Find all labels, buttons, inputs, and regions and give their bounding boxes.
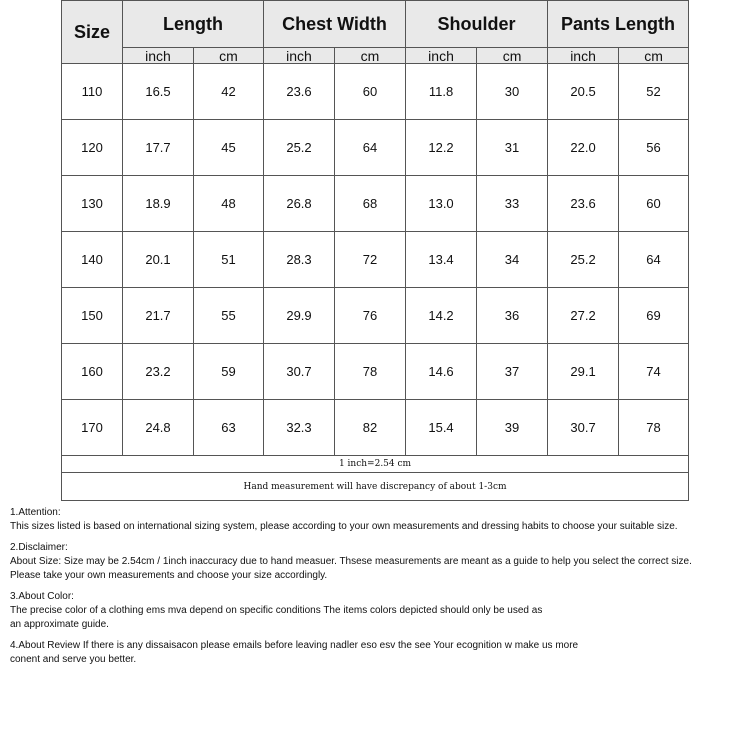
measurement-note: Hand measurement will have discrepancy of about 1-3cm — [62, 473, 689, 501]
table-row — [62, 176, 689, 232]
unit-label: cm — [335, 48, 406, 64]
table-cell: 25.2 — [548, 232, 619, 288]
conversion-note: 1 inch=2.54 cm — [62, 456, 689, 473]
table-cell: 82 — [335, 400, 406, 456]
shoulder-header: Shoulder — [406, 1, 548, 48]
size-cell: 110 — [62, 64, 123, 120]
unit-label: inch — [548, 48, 619, 64]
note-title: 2.Disclaimer: — [10, 542, 68, 553]
table-cell: 42 — [194, 64, 264, 120]
note-line: conent and serve you better. — [10, 654, 137, 665]
table-cell: 28.3 — [264, 232, 335, 288]
table-cell: 11.8 — [406, 64, 477, 120]
table-cell: 76 — [335, 288, 406, 344]
size-cell: 130 — [62, 176, 123, 232]
table-cell: 14.6 — [406, 344, 477, 400]
table-row — [62, 400, 689, 456]
table-cell: 51 — [194, 232, 264, 288]
table-cell: 20.1 — [123, 232, 194, 288]
size-cell: 150 — [62, 288, 123, 344]
unit-label: cm — [194, 48, 264, 64]
table-row — [62, 64, 689, 120]
table-cell: 74 — [619, 344, 689, 400]
header-row — [62, 1, 689, 48]
note-line: This sizes listed is based on international sizing system, please according to your own measurements and dressing habits to choose your suitable size. — [10, 521, 678, 532]
length-header: Length — [123, 1, 264, 48]
unit-label: inch — [264, 48, 335, 64]
table-cell: 30.7 — [548, 400, 619, 456]
table-cell: 60 — [335, 64, 406, 120]
table-cell: 64 — [619, 232, 689, 288]
pants-length-header: Pants Length — [548, 1, 689, 48]
measurement-note-row — [62, 473, 689, 501]
table-cell: 20.5 — [548, 64, 619, 120]
note-block — [10, 506, 750, 534]
chest-width-header: Chest Width — [264, 1, 406, 48]
table-cell: 23.2 — [123, 344, 194, 400]
table-cell: 13.4 — [406, 232, 477, 288]
table-cell: 68 — [335, 176, 406, 232]
table-cell: 27.2 — [548, 288, 619, 344]
table-cell: 52 — [619, 64, 689, 120]
table-cell: 26.8 — [264, 176, 335, 232]
table-cell: 34 — [477, 232, 548, 288]
table-cell: 21.7 — [123, 288, 194, 344]
table-body — [62, 64, 689, 456]
table-cell: 13.0 — [406, 176, 477, 232]
unit-label: inch — [123, 48, 194, 64]
table-cell: 33 — [477, 176, 548, 232]
size-header: Size — [62, 1, 123, 64]
conversion-note-row — [62, 456, 689, 473]
table-cell: 17.7 — [123, 120, 194, 176]
table-cell: 23.6 — [548, 176, 619, 232]
table-cell: 12.2 — [406, 120, 477, 176]
table-cell: 36 — [477, 288, 548, 344]
note-line: an approximate guide. — [10, 619, 109, 630]
table-cell: 23.6 — [264, 64, 335, 120]
table-cell: 29.1 — [548, 344, 619, 400]
table-cell: 69 — [619, 288, 689, 344]
size-cell: 170 — [62, 400, 123, 456]
table-cell: 25.2 — [264, 120, 335, 176]
table-cell: 30.7 — [264, 344, 335, 400]
note-title: 4.About Review If there is any dissaisacon please emails before leaving nadler eso esv the see Your ecognition w make us more — [10, 640, 579, 651]
table-cell: 18.9 — [123, 176, 194, 232]
table-cell: 45 — [194, 120, 264, 176]
notes-section — [10, 506, 750, 674]
table-cell: 29.9 — [264, 288, 335, 344]
table-cell: 14.2 — [406, 288, 477, 344]
table-cell: 64 — [335, 120, 406, 176]
unit-label: cm — [619, 48, 689, 64]
note-block — [10, 639, 750, 667]
note-title: 1.Attention: — [10, 507, 61, 518]
size-cell: 140 — [62, 232, 123, 288]
unit-row — [62, 48, 689, 64]
table-row — [62, 344, 689, 400]
table-cell: 63 — [194, 400, 264, 456]
table-cell: 59 — [194, 344, 264, 400]
table-cell: 72 — [335, 232, 406, 288]
table-cell: 15.4 — [406, 400, 477, 456]
table-cell: 30 — [477, 64, 548, 120]
table-cell: 56 — [619, 120, 689, 176]
table-row — [62, 120, 689, 176]
note-line: About Size: Size may be 2.54cm / 1inch inaccuracy due to hand measuer. Thsese measurements are meant as a guide to help you select the correct size. — [10, 556, 692, 567]
unit-label: cm — [477, 48, 548, 64]
note-line: The precise color of a clothing ems mva depend on specific conditions The items colors depicted should only be used as — [10, 605, 543, 616]
size-cell: 120 — [62, 120, 123, 176]
table-cell: 32.3 — [264, 400, 335, 456]
table-row — [62, 232, 689, 288]
table-row — [62, 288, 689, 344]
table-cell: 24.8 — [123, 400, 194, 456]
table-cell: 60 — [619, 176, 689, 232]
table-cell: 78 — [335, 344, 406, 400]
note-block — [10, 590, 750, 632]
unit-label: inch — [406, 48, 477, 64]
table-cell: 48 — [194, 176, 264, 232]
table-cell: 55 — [194, 288, 264, 344]
table-cell: 22.0 — [548, 120, 619, 176]
note-line: Please take your own measurements and choose your size accordingly. — [10, 570, 328, 581]
table-cell: 78 — [619, 400, 689, 456]
note-block — [10, 541, 750, 583]
note-title: 3.About Color: — [10, 591, 74, 602]
table-cell: 39 — [477, 400, 548, 456]
table-cell: 31 — [477, 120, 548, 176]
size-cell: 160 — [62, 344, 123, 400]
table-cell: 37 — [477, 344, 548, 400]
table-cell: 16.5 — [123, 64, 194, 120]
size-chart-table — [61, 0, 689, 501]
